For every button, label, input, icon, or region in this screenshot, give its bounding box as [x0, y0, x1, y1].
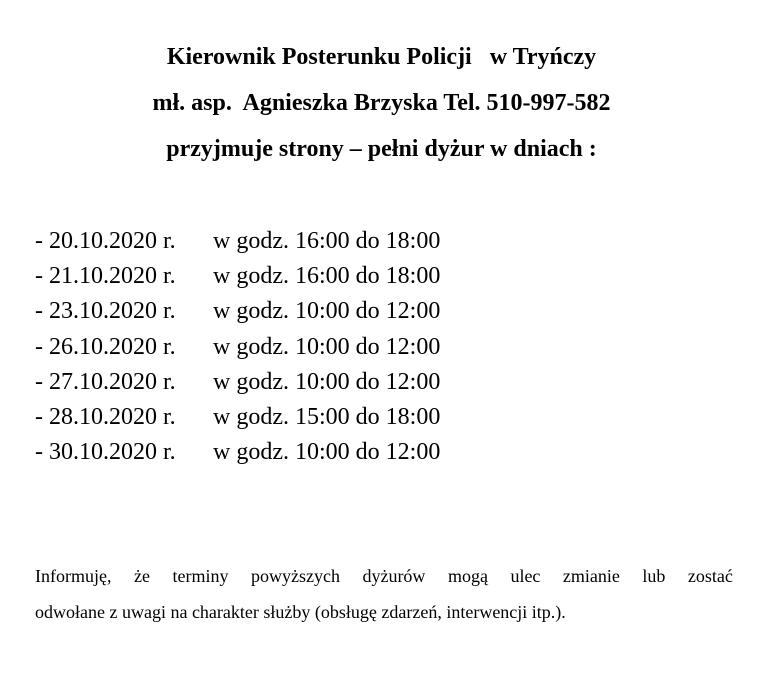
schedule-item [35, 402, 440, 437]
schedule-date: - 23.10.2020 r. [35, 298, 176, 325]
note-word: dyżurów [362, 566, 426, 586]
note-line-2: odwołane z uwagi na charakter służby (obsługę zdarzeń, interwencji itp.). [35, 602, 566, 622]
schedule-item [35, 367, 440, 402]
schedule-date: - 27.10.2020 r. [35, 368, 176, 395]
schedule-date: - 20.10.2020 r. [35, 228, 176, 254]
note-word: zmianie [562, 566, 620, 586]
schedule-time: w godz. 16:00 do 18:00 [213, 228, 441, 254]
schedule-item [35, 296, 440, 331]
note-word: terminy [172, 566, 229, 586]
schedule-date: - 30.10.2020 r. [35, 439, 176, 466]
duty-schedule-list [35, 226, 440, 472]
note-word: mogą [447, 566, 488, 586]
schedule-item [35, 226, 440, 261]
schedule-item [35, 261, 440, 296]
schedule-date: - 28.10.2020 r. [35, 403, 176, 430]
note-word: powyższych [250, 566, 340, 586]
note-word: zostać [687, 566, 733, 586]
schedule-date: - 21.10.2020 r. [35, 263, 176, 290]
note-word: Informuję, [35, 566, 112, 586]
schedule-time: w godz. 15:00 do 18:00 [213, 403, 441, 430]
schedule-item [35, 437, 440, 472]
note-word: lub [642, 566, 666, 586]
schedule-item [35, 332, 440, 367]
heading-commander-title: Kierownik Posterunku Policji w Tryńczy [166, 44, 597, 70]
schedule-time: w godz. 10:00 do 12:00 [213, 368, 441, 395]
note-word: że [133, 566, 150, 586]
schedule-time: w godz. 16:00 do 18:00 [213, 263, 441, 290]
schedule-time: w godz. 10:00 do 12:00 [213, 439, 441, 466]
schedule-time: w godz. 10:00 do 12:00 [213, 298, 441, 325]
heading-commander-name-phone: mł. asp. Agnieszka Brzyska Tel. 510-997-582 [152, 90, 611, 116]
schedule-time: w godz. 10:00 do 12:00 [213, 333, 441, 360]
note-word: ulec [510, 566, 541, 586]
heading-duty-intro: przyjmuje strony – pełni dyżur w dniach : [166, 136, 597, 162]
note-line-1 [35, 565, 733, 587]
schedule-date: - 26.10.2020 r. [35, 333, 176, 360]
